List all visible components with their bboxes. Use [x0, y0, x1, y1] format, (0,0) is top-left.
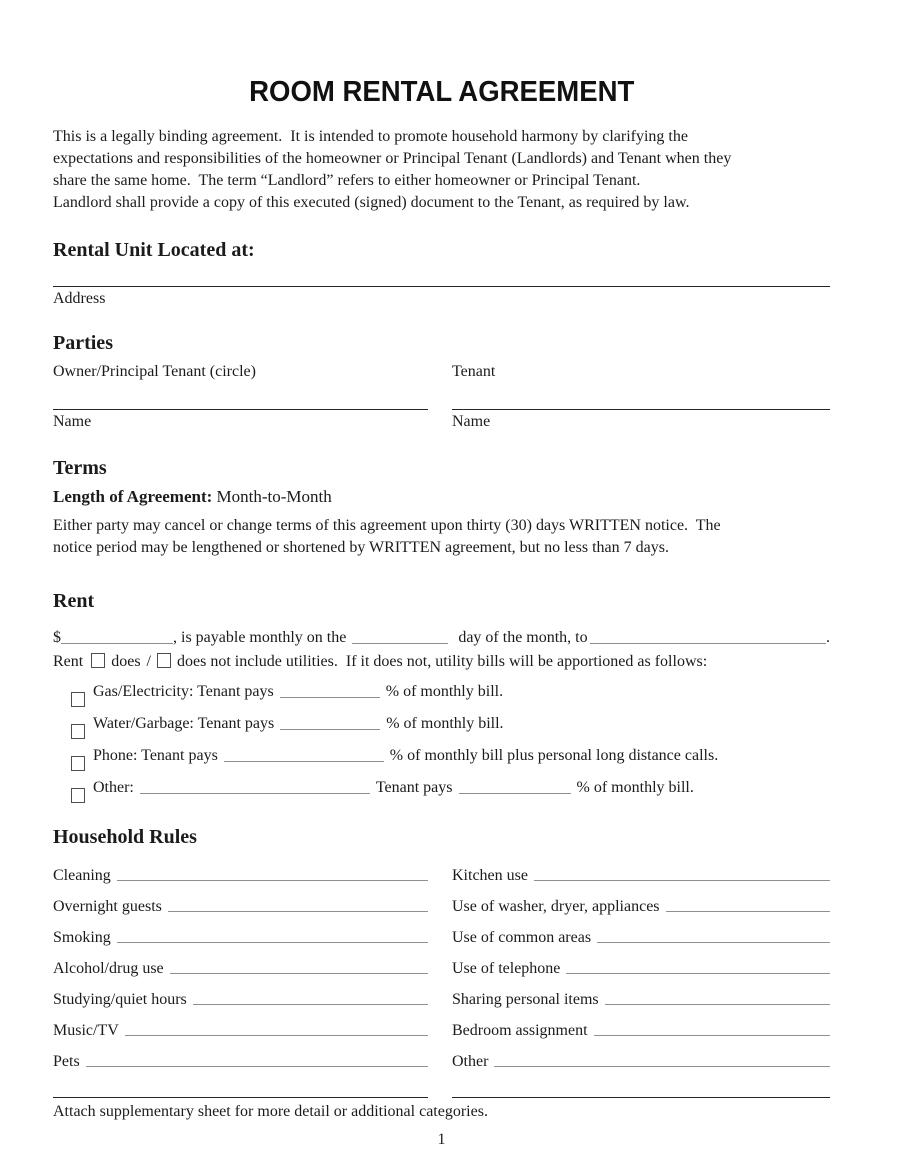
- utility-row-phone: [53, 747, 830, 779]
- rule-input-line-other[interactable]: [494, 1066, 830, 1067]
- rule-input-line-alcohol-drug-use[interactable]: [170, 973, 428, 974]
- tenant-label: Tenant: [452, 363, 496, 380]
- address-label: Address: [53, 290, 106, 307]
- gas-electricity-checkbox[interactable]: [71, 692, 85, 707]
- rule-label-smoking: Smoking: [53, 929, 111, 946]
- phone-checkbox[interactable]: [71, 756, 85, 771]
- other-utility-label: Other:: [93, 779, 134, 796]
- phone-suffix: % of monthly bill plus personal long distance calls.: [389, 747, 719, 764]
- rule-label-alcohol-drug-use: Alcohol/drug use: [53, 960, 164, 977]
- rule-label-washer-dryer: Use of washer, dryer, appliances: [452, 898, 660, 915]
- utilities-list: [53, 683, 830, 811]
- gas-electricity-percent-input-line[interactable]: [280, 697, 380, 698]
- rule-row-bedroom-assignment: [452, 1010, 830, 1041]
- slash-separator: /: [146, 653, 151, 670]
- section-heading-rental-unit: Rental Unit Located at:: [53, 239, 255, 261]
- rule-input-line-cleaning[interactable]: [117, 880, 428, 881]
- rule-row-pets: [53, 1041, 428, 1072]
- utility-row-gas-electricity: [53, 683, 830, 715]
- footer-note: Attach supplementary sheet for more detail or additional categories.: [53, 1103, 488, 1120]
- extra-rule-row-right: [452, 1072, 830, 1100]
- rule-row-overnight-guests: [53, 886, 428, 917]
- rule-label-common-areas: Use of common areas: [452, 929, 592, 946]
- rule-input-line-bedroom-assignment[interactable]: [594, 1035, 830, 1036]
- owner-principal-tenant-label: Owner/Principal Tenant (circle): [53, 363, 256, 380]
- rule-row-telephone: [452, 948, 830, 979]
- rent-prefix: Rent: [53, 653, 84, 670]
- length-of-agreement-label: Length of Agreement:: [53, 487, 213, 506]
- rent-line-period: .: [826, 629, 830, 646]
- rent-day-text: day of the month, to: [454, 629, 588, 646]
- rule-input-line-common-areas[interactable]: [597, 942, 830, 943]
- other-utility-checkbox[interactable]: [71, 788, 85, 803]
- section-heading-terms: Terms: [53, 457, 107, 479]
- intro-paragraph: [53, 126, 830, 214]
- rule-row-smoking: [53, 917, 428, 948]
- rule-input-line-sharing-personal-items[interactable]: [605, 1004, 830, 1005]
- rent-day-input-line[interactable]: [352, 643, 448, 644]
- rent-amount-line: [53, 627, 830, 649]
- gas-electricity-suffix: % of monthly bill.: [385, 683, 504, 700]
- rent-does-checkbox[interactable]: [91, 653, 105, 668]
- household-rules-grid: [53, 855, 830, 1100]
- rent-amount-input-line[interactable]: [61, 643, 173, 644]
- intro-line: Landlord shall provide a copy of this executed (signed) document to the Tenant, as required by law.: [53, 194, 690, 211]
- rule-input-line-washer-dryer[interactable]: [666, 911, 830, 912]
- rent-utilities-line: [53, 651, 830, 673]
- terms-body: [53, 515, 830, 559]
- rule-row-common-areas: [452, 917, 830, 948]
- page-number: 1: [437, 1131, 446, 1148]
- parties-labels-row: [53, 363, 830, 381]
- rule-input-line-pets[interactable]: [86, 1066, 428, 1067]
- rent-payee-input-line[interactable]: [590, 643, 826, 644]
- address-input-line[interactable]: [53, 286, 830, 287]
- rent-does-not-checkbox[interactable]: [157, 653, 171, 668]
- rule-label-kitchen-use: Kitchen use: [452, 867, 528, 884]
- rule-input-line-kitchen-use[interactable]: [534, 880, 830, 881]
- section-heading-household-rules: Household Rules: [53, 826, 197, 848]
- utility-row-other: [53, 779, 830, 811]
- section-heading-parties: Parties: [53, 332, 113, 354]
- other-utility-percent-input-line[interactable]: [459, 793, 571, 794]
- intro-line: This is a legally binding agreement. It is intended to promote household harmony by clarifying the: [53, 128, 688, 145]
- rule-label-pets: Pets: [53, 1053, 80, 1070]
- terms-body-line: Either party may cancel or change terms of this agreement upon thirty (30) days WRITTEN notice. The: [53, 517, 721, 534]
- rule-input-line-studying-quiet-hours[interactable]: [193, 1004, 428, 1005]
- rule-input-line-music-tv[interactable]: [125, 1035, 428, 1036]
- other-utility-middle: Tenant pays: [375, 779, 453, 796]
- extra-rule-input-line-right[interactable]: [452, 1097, 830, 1098]
- rule-label-sharing-personal-items: Sharing personal items: [452, 991, 599, 1008]
- owner-name-input-line[interactable]: [53, 409, 428, 410]
- utility-row-water-garbage: [53, 715, 830, 747]
- rule-row-sharing-personal-items: [452, 979, 830, 1010]
- rent-does-not-text: does not include utilities. If it does not, utility bills will be apportioned as follows:: [177, 653, 708, 670]
- owner-name-label: Name: [53, 413, 92, 430]
- rule-label-overnight-guests: Overnight guests: [53, 898, 162, 915]
- terms-body-line: notice period may be lengthened or shortened by WRITTEN agreement, but no less than 7 days.: [53, 539, 669, 556]
- tenant-name-label: Name: [452, 413, 491, 430]
- rule-row-studying-quiet-hours: [53, 979, 428, 1010]
- rent-payable-text: , is payable monthly on the: [173, 629, 347, 646]
- other-utility-suffix: % of monthly bill.: [576, 779, 694, 796]
- water-garbage-percent-input-line[interactable]: [280, 729, 380, 730]
- rule-label-studying-quiet-hours: Studying/quiet hours: [53, 991, 187, 1008]
- water-garbage-checkbox[interactable]: [71, 724, 85, 739]
- extra-rule-row-left: [53, 1072, 428, 1100]
- length-of-agreement-value: Month-to-Month: [212, 487, 332, 506]
- intro-line: share the same home. The term “Landlord” refers to either homeowner or Principal Tenant.: [53, 172, 641, 189]
- rent-does-label: does: [111, 653, 141, 670]
- gas-electricity-label: Gas/Electricity: Tenant pays: [93, 683, 274, 700]
- water-garbage-label: Water/Garbage: Tenant pays: [93, 715, 275, 732]
- rule-row-music-tv: [53, 1010, 428, 1041]
- phone-label: Phone: Tenant pays: [93, 747, 218, 764]
- parties-name-labels-row: [53, 410, 830, 432]
- extra-rule-input-line-left[interactable]: [53, 1097, 428, 1098]
- rule-row-alcohol-drug-use: [53, 948, 428, 979]
- rule-label-music-tv: Music/TV: [53, 1022, 119, 1039]
- rule-row-other: [452, 1041, 830, 1072]
- rule-label-telephone: Use of telephone: [452, 960, 561, 977]
- rule-input-line-telephone[interactable]: [566, 973, 830, 974]
- rule-input-line-smoking[interactable]: [117, 942, 428, 943]
- rule-row-washer-dryer: [452, 886, 830, 917]
- intro-line: expectations and responsibilities of the homeowner or Principal Tenant (Landlords) and Tenant when they: [53, 150, 732, 167]
- section-heading-rent: Rent: [53, 590, 95, 612]
- rule-label-bedroom-assignment: Bedroom assignment: [452, 1022, 588, 1039]
- water-garbage-suffix: % of monthly bill.: [386, 715, 504, 732]
- rule-label-cleaning: Cleaning: [53, 867, 111, 884]
- rule-row-cleaning: [53, 855, 428, 886]
- dollar-sign: $: [53, 629, 61, 646]
- rule-row-kitchen-use: [452, 855, 830, 886]
- length-of-agreement-line: [53, 486, 830, 509]
- rule-input-line-overnight-guests[interactable]: [168, 911, 428, 912]
- rule-label-other: Other: [452, 1053, 489, 1070]
- phone-percent-input-line[interactable]: [224, 761, 384, 762]
- other-utility-input-line[interactable]: [140, 793, 370, 794]
- document-title: ROOM RENTAL AGREEMENT: [248, 76, 635, 108]
- tenant-name-input-line[interactable]: [452, 409, 830, 410]
